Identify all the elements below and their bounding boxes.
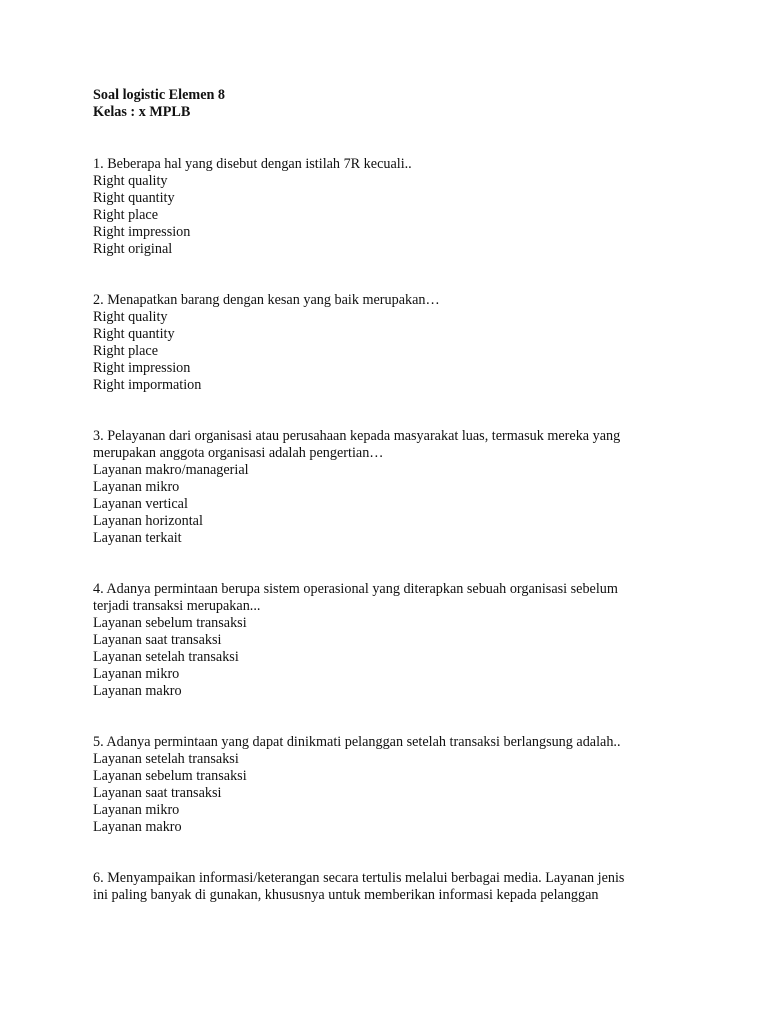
question-2 <box>93 292 693 394</box>
answer-option: Layanan makro <box>93 819 182 835</box>
answer-option: Layanan setelah transaksi <box>93 751 239 767</box>
answer-option: Right quality <box>93 173 168 189</box>
question-3 <box>93 428 693 547</box>
answer-option: Layanan horizontal <box>93 513 203 529</box>
answer-option: Layanan mikro <box>93 479 180 495</box>
answer-option: Layanan mikro <box>93 666 180 682</box>
question-spacer <box>93 836 693 870</box>
question-5 <box>93 734 693 836</box>
answer-option: Layanan sebelum transaksi <box>93 615 247 631</box>
answer-option: Right impression <box>93 224 191 240</box>
class-line: Kelas : x MPLB <box>93 104 191 120</box>
question-spacer <box>93 394 693 428</box>
answer-option: Layanan terkait <box>93 530 182 546</box>
question-spacer <box>93 700 693 734</box>
question-spacer <box>93 258 693 292</box>
question-4 <box>93 581 693 700</box>
question-spacer <box>93 547 693 581</box>
question-text: 4. Adanya permintaan berupa sistem operasional yang diterapkan sebuah organisasi sebelum terjadi transaksi merupakan... <box>93 581 618 614</box>
question-text: 1. Beberapa hal yang disebut dengan istilah 7R kecuali.. <box>93 156 412 172</box>
question-6 <box>93 870 693 904</box>
answer-option: Layanan saat transaksi <box>93 785 222 801</box>
answer-option: Right quality <box>93 309 168 325</box>
document-title: Soal logistic Elemen 8 <box>93 87 226 103</box>
question-1 <box>93 156 693 258</box>
answer-option: Right quantity <box>93 326 175 342</box>
question-text: 6. Menyampaikan informasi/keterangan secara tertulis melalui berbagai media. Layanan jenis ini paling banyak di gunakan, khususnya untuk memberikan informasi kepada pelanggan <box>93 870 625 903</box>
answer-option: Layanan makro <box>93 683 182 699</box>
answer-option: Layanan setelah transaksi <box>93 649 239 665</box>
answer-option: Right place <box>93 207 159 223</box>
document-body <box>93 87 693 904</box>
answer-option: Layanan sebelum transaksi <box>93 768 247 784</box>
answer-option: Right impormation <box>93 377 202 393</box>
question-text: 3. Pelayanan dari organisasi atau perusahaan kepada masyarakat luas, termasuk mereka yang merupakan anggota organisasi adalah pengertian… <box>93 428 621 461</box>
question-text: 2. Menapatkan barang dengan kesan yang baik merupakan… <box>93 292 440 308</box>
header-spacer <box>93 121 693 156</box>
answer-option: Layanan mikro <box>93 802 180 818</box>
answer-option: Right original <box>93 241 173 257</box>
answer-option: Right impression <box>93 360 191 376</box>
answer-option: Layanan saat transaksi <box>93 632 222 648</box>
answer-option: Layanan makro/managerial <box>93 462 249 478</box>
answer-option: Right quantity <box>93 190 175 206</box>
answer-option: Right place <box>93 343 159 359</box>
question-text: 5. Adanya permintaan yang dapat dinikmati pelanggan setelah transaksi berlangsung adalah.. <box>93 734 621 750</box>
answer-option: Layanan vertical <box>93 496 188 512</box>
